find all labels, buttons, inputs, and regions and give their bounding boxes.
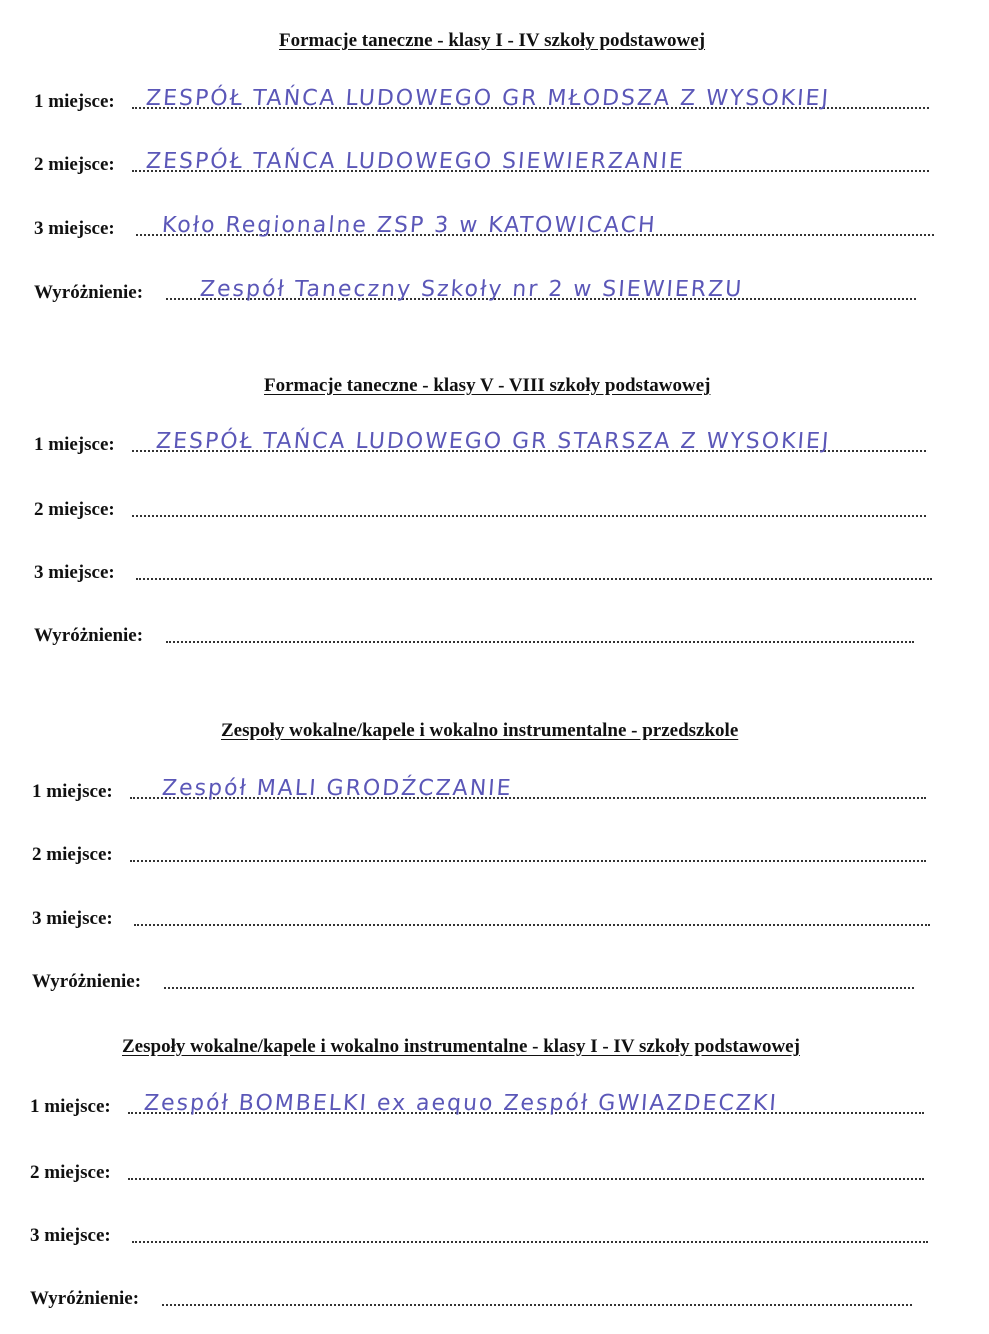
row-label: 1 miejsce:: [32, 781, 113, 802]
dotted-line: [134, 924, 930, 926]
row-label: 2 miejsce:: [34, 154, 115, 175]
section-3-row-1: [32, 775, 926, 805]
row-label: 2 miejsce:: [30, 1162, 111, 1183]
row-label: 1 miejsce:: [34, 434, 115, 455]
dotted-line: [164, 987, 914, 989]
dotted-line: [132, 515, 926, 517]
section-2-row-2: [34, 493, 926, 523]
section-1-row-3: [34, 212, 934, 242]
section-1-row-1: [34, 85, 929, 115]
handwritten-entry: Zespół Taneczny Szkoły nr 2 w SIEWIERZU: [199, 277, 745, 302]
section-2-heading: Formacje taneczne - klasy V - VIII szkoły podstawowej: [264, 375, 711, 396]
section-2-row-4: [34, 619, 914, 649]
section-2-row-1: [34, 428, 926, 458]
row-label: Wyróżnienie:: [34, 625, 144, 646]
handwritten-entry: Zespół MALI GRODŹCZANIE: [161, 776, 514, 801]
section-4-row-4: [30, 1282, 912, 1312]
row-label: Wyróżnienie:: [30, 1288, 140, 1309]
dotted-line: [130, 860, 926, 862]
dotted-line: [162, 1304, 912, 1306]
row-label: 1 miejsce:: [34, 91, 115, 112]
row-label: 3 miejsce:: [30, 1225, 111, 1246]
section-1-heading: Formacje taneczne - klasy I - IV szkoły podstawowej: [279, 30, 706, 51]
dotted-line: [136, 578, 932, 580]
row-label: 2 miejsce:: [34, 499, 115, 520]
section-4-row-1: [30, 1090, 924, 1120]
handwritten-entry: ZESPÓŁ TAŃCA LUDOWEGO SIEWIERZANIE: [145, 149, 686, 174]
row-label: Wyróżnienie:: [34, 282, 144, 303]
handwritten-entry: Koło Regionalne ZSP 3 w KATOWICACH: [161, 213, 658, 238]
row-label: 2 miejsce:: [32, 844, 113, 865]
dotted-line: [166, 641, 914, 643]
section-4-row-3: [30, 1219, 928, 1249]
handwritten-entry: ZESPÓŁ TAŃCA LUDOWEGO GR MŁODSZA Z WYSOKIEJ: [145, 86, 831, 111]
row-label: Wyróżnienie:: [32, 971, 142, 992]
row-label: 1 miejsce:: [30, 1096, 111, 1117]
row-label: 3 miejsce:: [34, 562, 115, 583]
section-3-row-3: [32, 902, 930, 932]
section-3-row-4: [32, 965, 914, 995]
handwritten-entry: Zespół BOMBELKI ex aequo Zespół GWIAZDECZKI: [143, 1091, 779, 1116]
section-4-row-2: [30, 1156, 924, 1186]
section-3-row-2: [32, 838, 926, 868]
row-label: 3 miejsce:: [32, 908, 113, 929]
section-3-heading: Zespoły wokalne/kapele i wokalno instrumentalne - przedszkole: [221, 720, 739, 741]
dotted-line: [132, 1241, 928, 1243]
section-4-heading: Zespoły wokalne/kapele i wokalno instrumentalne - klasy I - IV szkoły podstawowej: [122, 1036, 800, 1057]
section-1-row-2: [34, 148, 929, 178]
row-label: 3 miejsce:: [34, 218, 115, 239]
section-1-row-4: [34, 276, 916, 306]
dotted-line: [128, 1178, 924, 1180]
section-2-row-3: [34, 556, 932, 586]
handwritten-entry: ZESPÓŁ TAŃCA LUDOWEGO GR STARSZA Z WYSOKIEJ: [155, 429, 832, 454]
